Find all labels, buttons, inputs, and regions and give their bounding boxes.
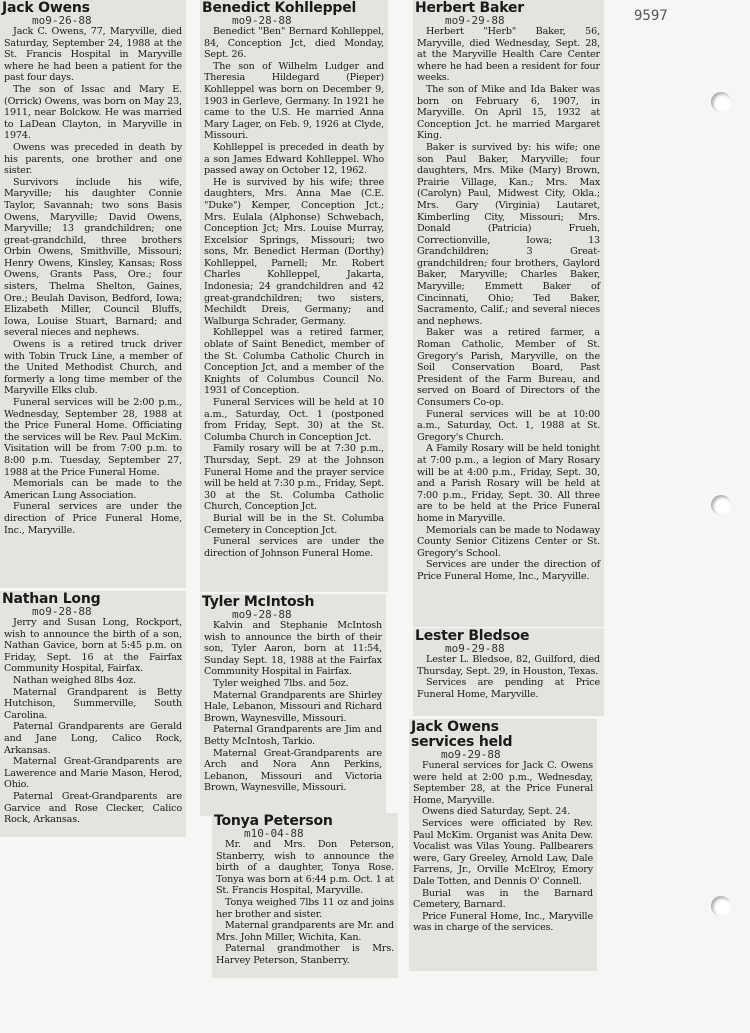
clipping-code: mo9-28-88: [232, 608, 292, 621]
clipping-paragraph: Maternal Grandparent is Betty Hutchison, Summerville, South Carolina.: [4, 686, 182, 721]
clipping-heading: Jack Owens services held: [411, 719, 513, 750]
clipping-code: mo9-28-88: [232, 14, 292, 27]
clipping-jack-owens: [0, 0, 186, 588]
clipping-paragraph: Baker was a retired farmer, a Roman Catholic, Member of St. Gregory's Parish, Maryville, on the Soil Conservation Board, Past President of the Farm Bureau, and served on Board of Directors of the Consumers Co-op.: [417, 327, 600, 408]
clipping-paragraph: Paternal Grandparents are Jim and Betty McIntosh, Tarkio.: [204, 724, 382, 747]
clipping-body: [4, 26, 182, 536]
clipping-paragraph: Family rosary will be at 7:30 p.m., Thursday, Sept. 29 at the Johnson Funeral Home and the prayer service will be held at 7:30 p.m., Friday, Sept. 30 at the St. Columba Catholic Church, Conception Jct.: [204, 443, 384, 513]
clipping-paragraph: Herbert "Herb" Baker, 56, Maryville, died Wednesday, Sept. 28, at the Maryville Health Care Center where he had been a resident for four weeks.: [417, 26, 600, 84]
clipping-paragraph: He is survived by his wife; three daughters, Mrs. Anna Mae (C.E. "Duke") Kemper, Conception Jct.; Mrs. Eulala (Alphonse) Schwebach, Conception Jct; Mrs. Louise Murray, Excelsior Springs, Missouri; two sons, Mr. Benedict Herman (Dorthy) Kohlleppel, Parnell; Mr. Robert Charles Kohlleppel, Jakarta, Indonesia; 24 grandchildren and 42 great-grandchildren; two sisters, Mechildt Dreis, Germany; and Walburga Schrader, Germany.: [204, 176, 384, 327]
binder-hole-middle: [711, 495, 731, 515]
clipping-paragraph: Funeral services will be at 10:00 a.m., Saturday, Oct. 1, 1988 at St. Gregory's Church.: [417, 408, 600, 443]
clipping-paragraph: Nathan weighed 8lbs 4oz.: [13, 674, 136, 686]
clipping-paragraph: Owens is a retired truck driver with Tobin Truck Line, a member of the United Methodist Church, and formerly a long time member of the Maryville Elks club.: [4, 339, 182, 397]
clipping-paragraph: Services are under the direction of Price Funeral Home, Inc., Maryville.: [417, 559, 600, 582]
clipping-paragraph: Maternal Great-Grandparents are Arch and Nora Ann Perkins, Lebanon, Missouri and Victoria Brown, Waynesville, Missouri.: [204, 747, 382, 794]
clipping-heading: Nathan Long: [2, 591, 101, 607]
clipping-paragraph: Paternal grandmother is Mrs. Harvey Peterson, Stanberry.: [216, 943, 394, 966]
clipping-paragraph: Memorials can be made to Nodaway County Senior Citizens Center or St. Gregory's School.: [417, 524, 600, 559]
clipping-body: [4, 617, 182, 826]
clipping-heading: Jack Owens: [2, 0, 90, 16]
binder-hole-bottom: [711, 896, 731, 916]
clipping-code: mo9-28-88: [32, 605, 92, 618]
clipping-nathan-long: [0, 591, 186, 837]
clipping-paragraph: The son of Mike and Ida Baker was born on February 6, 1907, in Maryville. On April 15, 1932 at Conception Jct. he married Margaret King.: [417, 83, 600, 142]
clipping-body: [204, 620, 382, 794]
clipping-paragraph: Funeral services are under the direction of Johnson Funeral Home.: [204, 536, 384, 559]
clipping-paragraph: Tyler weighed 7lbs. and 5oz.: [213, 677, 349, 689]
clipping-paragraph: Benedict "Ben" Bernard Kohlleppel, 84, Conception Jct, died Monday, Sept. 26.: [204, 26, 384, 61]
clipping-paragraph: Maternal Great-Grandparents are Lawerence and Marie Mason, Herod, Ohio.: [4, 756, 182, 791]
clipping-herbert-baker: [413, 0, 604, 627]
clipping-body: [417, 654, 600, 700]
clipping-tonya-peterson: [212, 813, 398, 978]
clipping-tyler-mcintosh: [200, 594, 386, 816]
clipping-paragraph: A Family Rosary will be held tonight at 7:00 p.m., a legion of Mary Rosary will be at 4:00 p.m., Friday, Sept. 30, and a Parish Rosary will be held at 7:00 p.m., Friday, Sept. 30. All three are to be held at the Price Funeral home in Maryville.: [417, 443, 600, 524]
clipping-paragraph: Funeral services are under the direction of Price Funeral Home, Inc., Maryville.: [4, 501, 182, 536]
binder-hole-top: [711, 92, 731, 112]
clipping-body: [413, 760, 593, 934]
clipping-paragraph: Owens died Saturday, Sept. 24.: [422, 806, 571, 818]
clipping-heading: Tonya Peterson: [214, 813, 333, 829]
clipping-benedict-kohlleppel: [200, 0, 388, 592]
clipping-paragraph: Kohlleppel was a retired farmer, oblate of Saint Benedict, member of the St. Columba Catholic Church in Conception Jct, and a member of the Knights of Columbus Council No. 1931 of Conception.: [204, 327, 384, 397]
clipping-paragraph: Paternal Great-Grandparents are Garvice and Rose Clecker, Calico Rock, Arkansas.: [4, 790, 182, 826]
clipping-paragraph: Jerry and Susan Long, Rockport, wish to announce the birth of a son, Nathan Gavice, born at 5:45 p.m. on Friday, Sept. 16 at the Fairfax Community Hospital, Fairfax.: [4, 617, 182, 675]
clipping-heading: Lester Bledsoe: [415, 628, 530, 644]
clipping-code: m10-04-88: [244, 827, 304, 840]
clipping-paragraph: Kalvin and Stephanie McIntosh wish to announce the birth of their son, Tyler Aaron, born at 11:54, Sunday Sept. 18, 1988 at the Fairfax Community Hospital in Fairfax.: [204, 620, 382, 678]
clipping-code: mo9-29-88: [445, 642, 505, 655]
clipping-paragraph: Price Funeral Home, Inc., Maryville was in charge of the services.: [413, 910, 593, 934]
clipping-paragraph: Owens was preceded in death by his parents, one brother and one sister.: [4, 141, 182, 177]
page-number: 9597: [634, 8, 668, 24]
clipping-paragraph: Lester L. Bledsoe, 82, Guilford, died Thursday, Sept. 29, in Houston, Texas.: [417, 654, 600, 677]
clipping-paragraph: Tonya weighed 7lbs 11 oz and joins her brother and sister.: [216, 896, 394, 920]
clipping-body: [417, 26, 600, 583]
clipping-paragraph: Funeral services for Jack C. Owens were held at 2:00 p.m., Wednesday, September 28, at the Price Funeral Home, Maryville.: [413, 760, 593, 806]
clipping-paragraph: Services were officiated by Rev. Paul McKim. Organist was Anita Dew. Vocalist was Vilas Young. Pallbearers were, Gary Greeley, Arnold Law, Dale Farrens, Jr., Orville McElroy, Emory Dale Totten, and Dennis O' Connell.: [413, 817, 593, 887]
clipping-paragraph: The son of Wilhelm Ludger and Theresia Hildegard (Pieper) Kohlleppel was born on December 9, 1903 in Gerleve, Germany. In 1921 he came to the U.S. He married Anna Mary Lager, on Feb. 9, 1926 at Clyde, Missouri.: [204, 60, 384, 142]
clipping-body: [216, 839, 394, 967]
clipping-heading: Tyler McIntosh: [202, 594, 315, 610]
clipping-paragraph: Mr. and Mrs. Don Peterson, Stanberry, wish to announce the birth of a daughter, Tonya Rose. Tonya was born at 6:44 p.m. Oct. 1 at St. Francis Hospital, Maryville.: [216, 839, 394, 897]
clipping-body: [204, 26, 384, 559]
clipping-paragraph: The son of Issac and Mary E. (Orrick) Owens, was born on May 23, 1911, near Bolckow. He was married to LaDean Clayton, in Maryville in 1974.: [4, 83, 182, 142]
clipping-jack-owens-services: [409, 719, 597, 971]
clipping-paragraph: Funeral Services will be held at 10 a.m., Saturday, Oct. 1 (postponed from Friday, Sept. 30) at the St. Columba Church in Conception Jct.: [204, 397, 384, 443]
clipping-paragraph: Baker is survived by: his wife; one son Paul Baker, Maryville; four daughters, Mrs. Mike (Mary) Brown, Prairie Village, Kan.; Mrs. Max (Carolyn) Paul, Midwest City, Okla.; Mrs. Gary (Virginia) Lautaret, Kimberling City, Missouri; Mrs. Donald (Patricia) Frueh, Correctionville, Iowa; 13 Grandchildren; 3 Great-grandchildren; four brothers, Gaylord Baker, Maryville; Charles Baker, Maryville; Emmett Baker of Cincinnati, Ohio; Ted Baker, Sacramento, Calif.; and several nieces and nephews.: [417, 141, 600, 327]
clipping-lester-bledsoe: [413, 628, 604, 716]
clipping-paragraph: Kohlleppel is preceded in death by a son James Edward Kohlleppel. Who passed away on October 12, 1962.: [204, 141, 384, 177]
clipping-heading: Herbert Baker: [415, 0, 524, 16]
clipping-code: mo9-29-88: [441, 748, 501, 761]
clipping-paragraph: Services are pending at Price Funeral Home, Maryville.: [417, 677, 600, 700]
clipping-paragraph: Maternal Grandparents are Shirley Hale, Lebanon, Missouri and Richard Brown, Waynesville, Missouri.: [204, 689, 382, 724]
clipping-code: mo9-29-88: [445, 14, 505, 27]
clipping-heading: Benedict Kohlleppel: [202, 0, 357, 16]
clipping-paragraph: Survivors include his wife, Maryville; his daughter Connie Taylor, Savannah; two sons Basis Owens, Maryville; David Owens, Maryville; 13 grandchildren; one great-grandchild, three brothers Orbin Owens, Smithville, Missouri; Henry Owens, Kinsley, Kansas; Ross Owens, Grants Pass, Ore.; four sisters, Thelma Shelton, Gaines, Ore.; Beulah Davison, Bedford, Iowa; Elizabeth Miller, Council Bluffs, Iowa, Louise Stuart, Barnard; and several nieces and nephews.: [4, 176, 182, 339]
clipping-paragraph: Burial was in the Barnard Cemetery, Barnard.: [413, 887, 593, 911]
clipping-paragraph: Funeral services will be 2:00 p.m., Wednesday, September 28, 1988 at the Price Funeral Home. Officiating the services will be Rev. Paul McKim. Visitation will be from 7:00 p.m. to 8:00 p.m. Tuesday, September 27, 1988 at the Price Funeral Home.: [4, 397, 182, 478]
clipping-paragraph: Maternal grandparents are Mr. and Mrs. John Miller, Wichita, Kan.: [216, 920, 394, 943]
clipping-paragraph: Paternal Grandparents are Gerald and Jane Long, Calico Rock, Arkansas.: [4, 721, 182, 756]
clipping-paragraph: Burial will be in the St. Columba Cemetery in Conception Jct.: [204, 512, 384, 536]
clipping-code: mo9-26-88: [32, 14, 92, 27]
clipping-paragraph: Memorials can be made to the American Lung Association.: [4, 478, 182, 501]
clipping-paragraph: Jack C. Owens, 77, Maryville, died Saturday, September 24, 1988 at the St. Francis Hospital in Maryville where he had been a patient for the past four days.: [4, 26, 182, 84]
